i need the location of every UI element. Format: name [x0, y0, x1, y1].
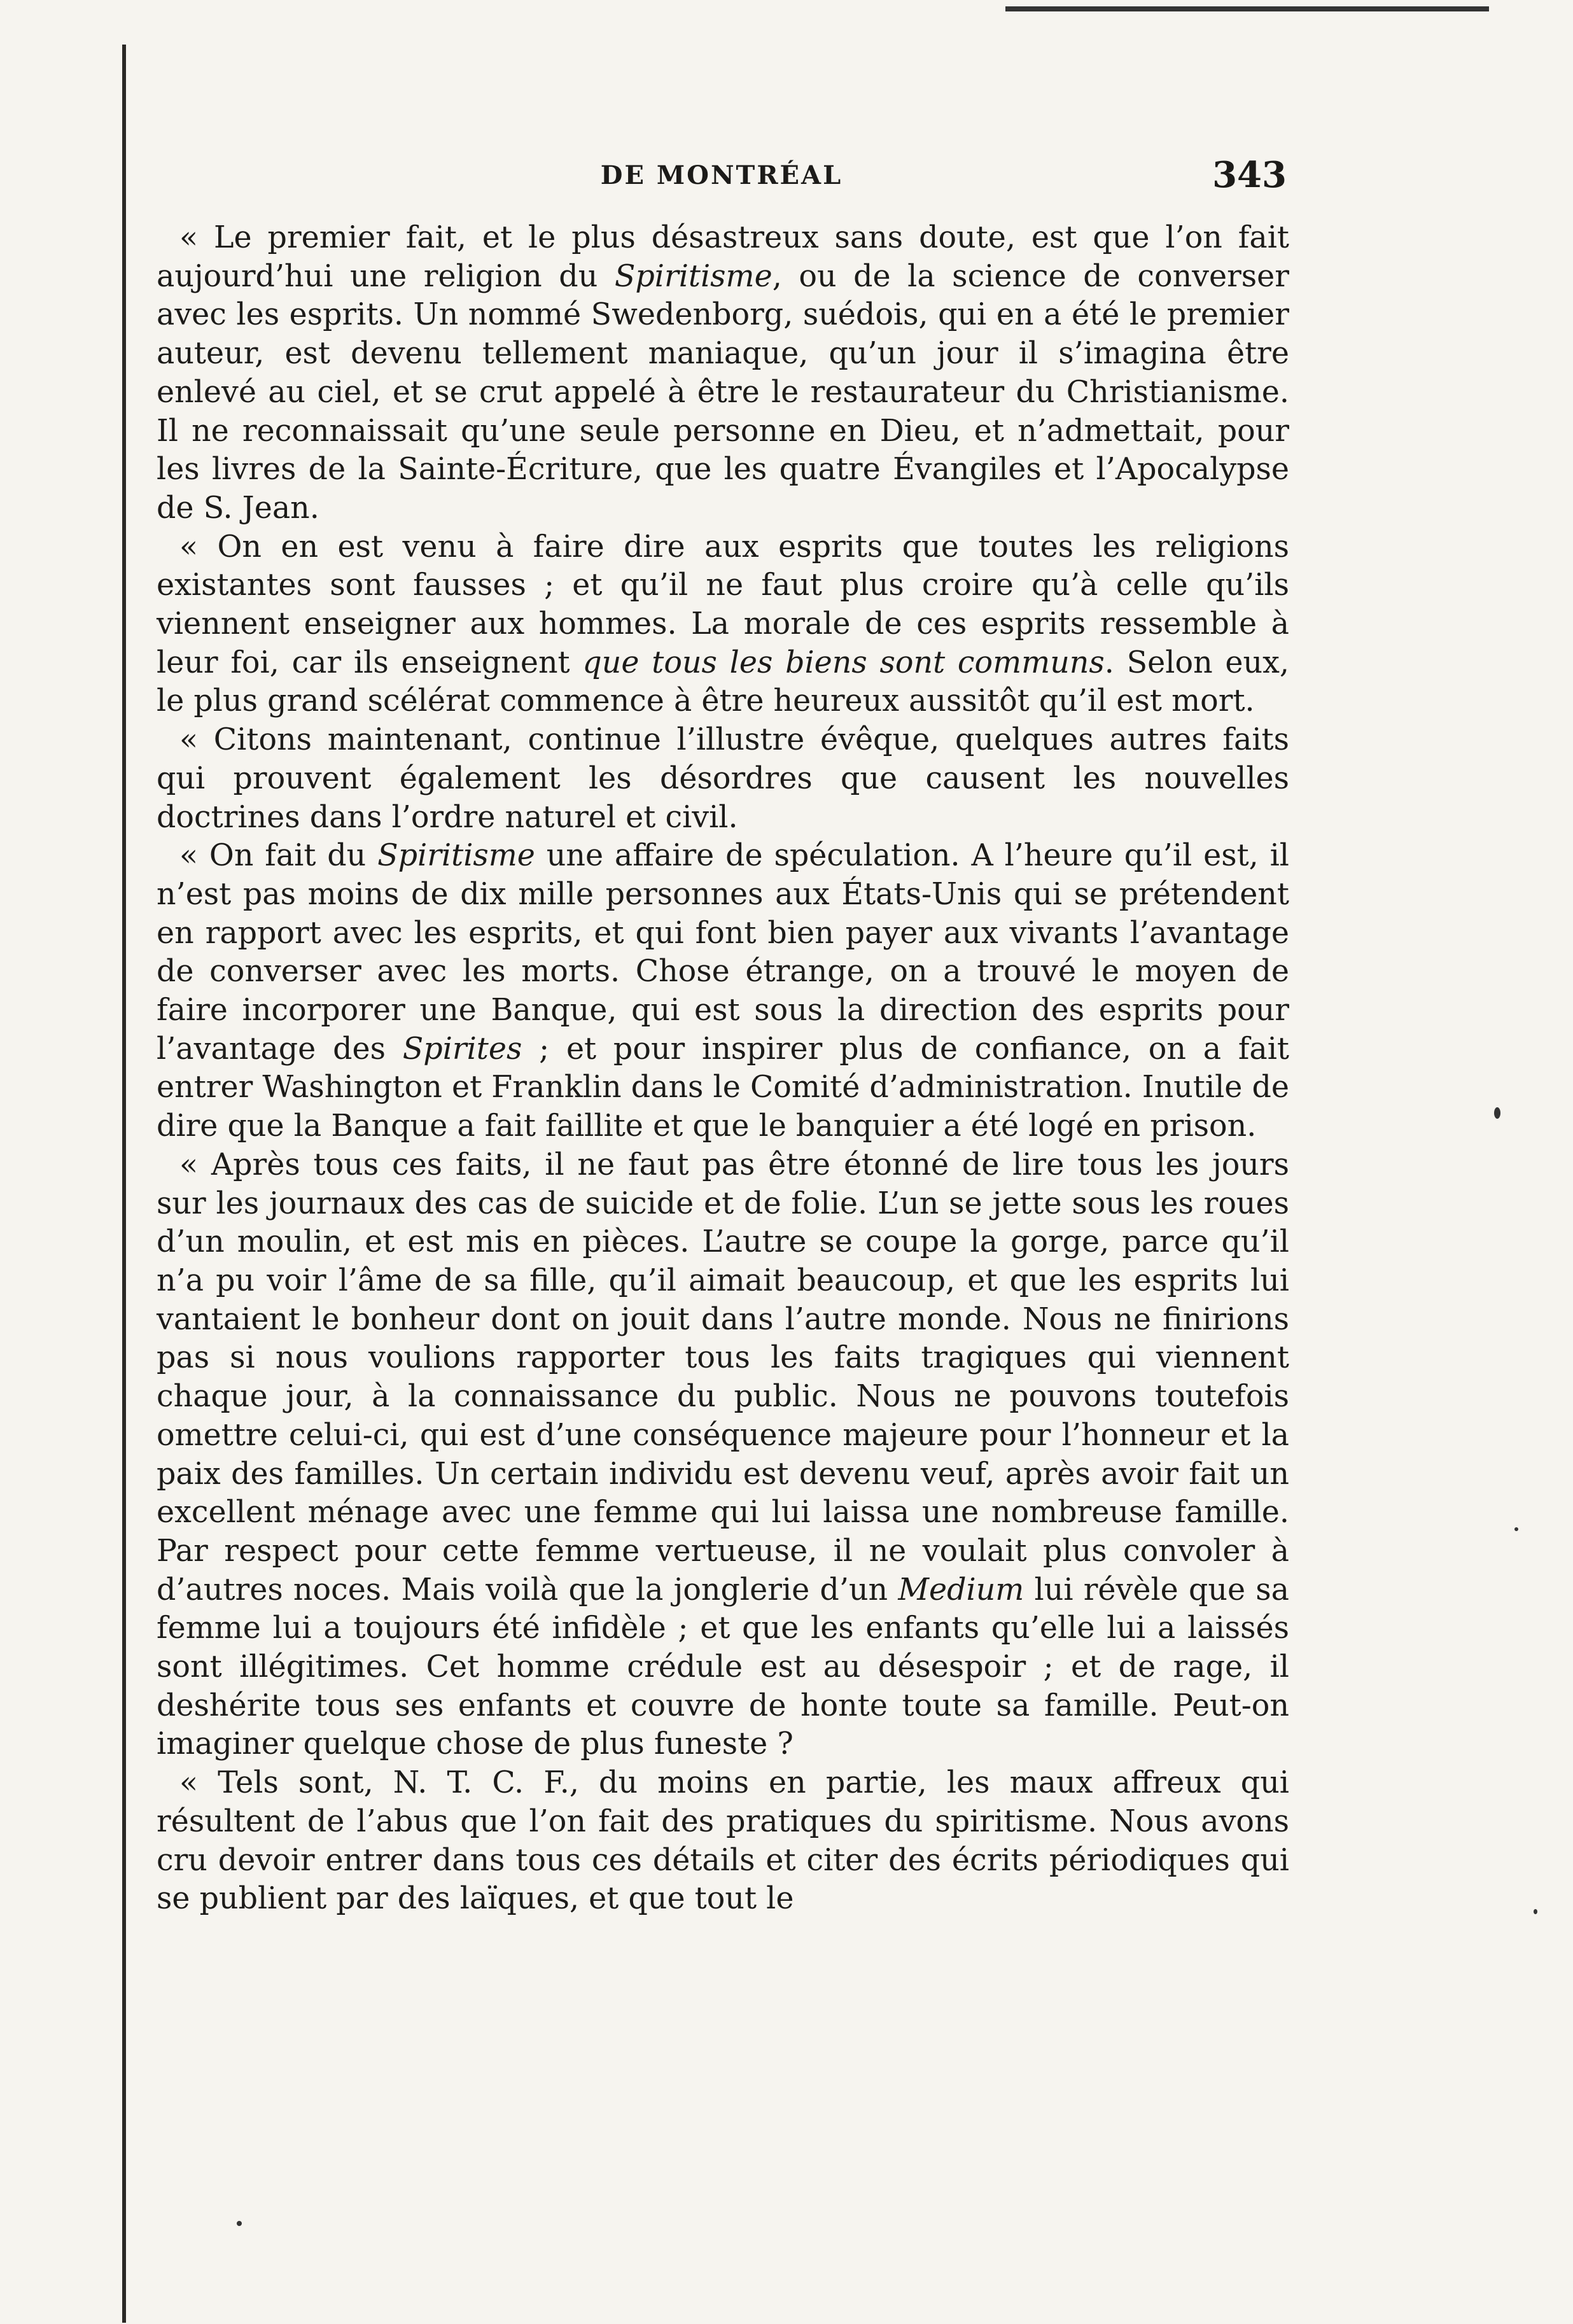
body-text [157, 219, 1289, 1919]
scan-speck [1514, 1527, 1518, 1531]
paragraph [157, 219, 1289, 528]
page-header [157, 154, 1287, 206]
text-run: une affaire de spéculation. A l’heure qu’il est, il n’est pas moins de dix mille personnes aux États-Unis qui se prétendent en rapport avec les esprits, et qui font bien payer aux vivants l’avantage de converser avec les morts. Chose étrange, on a trouvé le moyen de faire incorporer une Banque, qui est sous la direction des esprits pour l’avantage des [157, 838, 1289, 1067]
text-run: « Citons maintenant, continue l’illustre évêque, quelques autres faits qui prouvent également les désordres que causent les nouvelles doctrines dans l’ordre naturel et civil. [157, 722, 1289, 835]
text-run: . Selon eux, le plus grand scélérat commence à être heureux aussitôt qu’il est mort. [157, 645, 1290, 719]
text-run: ; et pour inspirer plus de confiance, on a fait entrer Washington et Franklin dans le Comité d’administration. Inutile de dire que la Banque a fait faillite et que le banquier a été logé en prison. [157, 1031, 1289, 1144]
text-run: « On fait du [179, 838, 378, 874]
scan-speck [237, 2221, 242, 2226]
paragraph [157, 1146, 1289, 1764]
text-run: « Le premier fait, et le plus désastreux sans doute, est que l’on fait aujourd’hui une religion du [157, 220, 1289, 294]
italic-run: que tous les biens sont communs [582, 645, 1105, 680]
text-run: , ou de la science de converser avec les esprits. Un nommé Swedenborg, suédois, qui en a été le premier auteur, est devenu tellement maniaque, qu’un jour il s’imagina être enlevé au ciel, et se crut appelé à être le restaurateur du Christianisme. Il ne reconnaissait qu’une seule personne en Dieu, et n’admettait, pour les livres de la Sainte-Écriture, que les quatre Évangiles et l’Apocalypse de S. Jean. [157, 258, 1290, 526]
page-number: 343 [1212, 154, 1287, 196]
paragraph [157, 837, 1289, 1146]
italic-run: Spiritisme [614, 258, 773, 294]
paragraph [157, 721, 1289, 837]
italic-run: Spirites [402, 1031, 522, 1067]
paragraph [157, 1764, 1289, 1919]
scan-speck [1494, 1107, 1500, 1119]
page-gutter-edge [122, 45, 126, 2323]
scan-top-rule [1005, 6, 1489, 11]
scan-speck [1534, 1909, 1537, 1914]
running-head: DE MONTRÉAL [600, 160, 843, 190]
text-run: lui révèle que sa femme lui a toujours été infidèle ; et que les enfants qu’elle lui a laissés sont illégitimes. Cet homme crédule est au désespoir ; et de rage, il deshérite tous ses enfants et couvre de honte toute sa famille. Peut-on imaginer quelque chose de plus funeste ? [157, 1572, 1289, 1762]
text-run: « Tels sont, N. T. C. F., du moins en partie, les maux affreux qui résultent de l’abus que l’on fait des pratiques du spiritisme. Nous avons cru devoir entrer dans tous ces détails et citer des écrits périodiques qui se publient par des laïques, et que tout le [157, 1765, 1289, 1917]
paragraph [157, 528, 1289, 722]
text-run: « Après tous ces faits, il ne faut pas être étonné de lire tous les jours sur les journaux des cas de suicide et de folie. L’un se jette sous les roues d’un moulin, et est mis en pièces. L’autre se coupe la gorge, parce qu’il n’a pu voir l’âme de sa fille, qu’il aimait beaucoup, et que les esprits lui vantaient le bonheur dont on jouit dans l’autre monde. Nous ne finirions pas si nous voulions rapporter tous les faits tragiques qui viennent chaque jour, à la connaissance du public. Nous ne pouvons toutefois omettre celui-ci, qui est d’une conséquence majeure pour l’honneur et la paix des familles. Un certain individu est devenu veuf, après avoir fait un excellent ménage avec une femme qui lui laissa une nombreuse famille. Par respect pour cette femme vertueuse, il ne voulait plus convoler à d’autres noces. Mais voilà que la jonglerie d’un [157, 1147, 1289, 1607]
text-run: « On en est venu à faire dire aux esprits que toutes les religions existantes sont fausses ; et qu’il ne faut plus croire qu’à celle qu’ils viennent enseigner aux hommes. La morale de ces esprits ressemble à leur foi, car ils enseignent [157, 529, 1289, 680]
italic-run: Spiritisme [377, 838, 535, 874]
italic-run: Medium [898, 1572, 1024, 1607]
